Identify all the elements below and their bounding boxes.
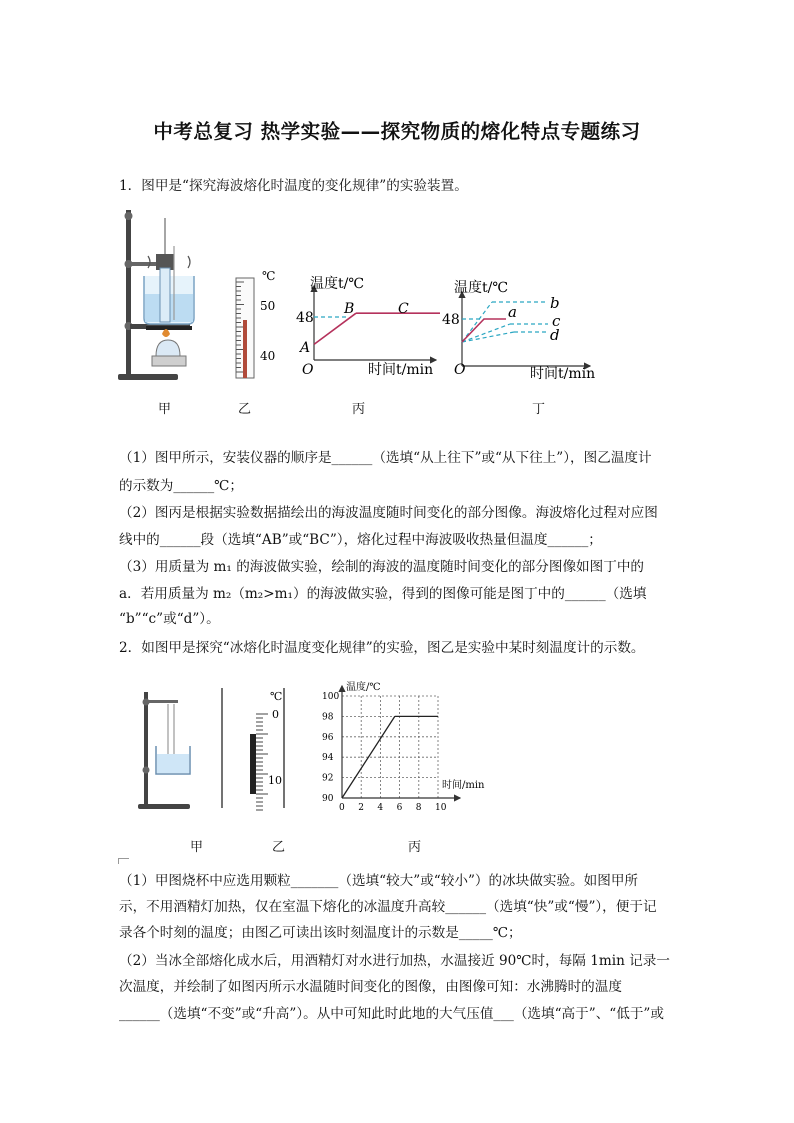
q2-label-yi: 乙 — [272, 840, 286, 855]
curve-d-label: d — [550, 326, 560, 344]
q1-part1-line1: （1）图甲所示，安装仪器的顺序是______（选填“从上往下”或“从下往上”），图乙温度计 — [119, 450, 652, 466]
q1c-origin: O — [302, 362, 314, 378]
margin-mark — [118, 858, 129, 864]
y-tick-label: 94 — [322, 753, 334, 764]
q2-part1-line2: 示，不用酒精灯加热，仅在室温下熔化的冰温度升高较______（选填“快”或“慢”），便于记 — [119, 899, 657, 915]
q2-intro: 2．如图甲是探究“冰熔化时温度变化规律”的实验，图乙是实验中某时刻温度计的示数。 — [119, 640, 645, 656]
page-title: 中考总复习 热学实验——探究物质的熔化特点专题练习 — [153, 120, 641, 143]
q1-part3-line1: （3）用质量为 m₁ 的海波做实验，绘制的海波的温度随时间变化的部分图像如图丁中的 — [119, 559, 645, 575]
q2-label-bing: 丙 — [408, 840, 422, 855]
q1-label-yi: 乙 — [238, 402, 252, 417]
y-tick-label: 96 — [322, 732, 334, 743]
q2-graph — [320, 676, 492, 816]
q2-label-jia: 甲 — [190, 840, 204, 855]
q2-part2-line2: 次温度，并绘制了如图丙所示水温随时间变化的图像，由图像可知：水沸腾时的温度 — [119, 979, 622, 995]
q1-graph-c — [296, 270, 441, 380]
q1d-origin: O — [454, 362, 466, 378]
y-tick-label: 98 — [322, 712, 334, 723]
q1-part3-line3: “b”“c”或“d”）。 — [119, 611, 220, 627]
q1d-tick48: 48 — [442, 312, 460, 328]
x-tick-label: 2 — [358, 803, 364, 813]
q1-label-ding: 丁 — [532, 402, 546, 417]
q2-part1-line1: （1）甲图烧杯中应选用颗粒_______（选填“较大”或“较小”）的冰块做实验。如图甲所 — [119, 873, 639, 889]
q1-part3-line2: a．若用质量为 m₂（m₂>m₁）的海波做实验，得到的图像可能是图丁中的______（选填 — [119, 586, 647, 602]
q1c-tick48: 48 — [296, 310, 314, 326]
point-b-label: B — [344, 301, 355, 317]
x-tick-label: 4 — [377, 803, 384, 813]
q2-apparatus-figure — [134, 688, 204, 812]
curve-c-label: c — [552, 312, 561, 330]
y-tick-label: 90 — [322, 794, 334, 804]
q1-label-jia: 甲 — [158, 402, 172, 417]
q1-part1-line2: 的示数为______℃； — [119, 478, 243, 494]
y-tick-label: 100 — [322, 692, 340, 702]
q1-thermo-unit: ℃ — [262, 270, 276, 283]
q1-thermo-tick-40: 40 — [260, 349, 276, 363]
q1-apparatus-figure — [118, 206, 200, 386]
q2-part1-line3: 录各个时刻的温度；由图乙可读出该时刻温度计的示数是_____℃； — [119, 925, 522, 941]
melting-curve-segment — [314, 313, 356, 344]
q1c-ylabel: 温度t/℃ — [310, 276, 365, 292]
x-tick-label: 8 — [415, 803, 422, 813]
q1d-xlabel: 时间t/min — [530, 366, 596, 382]
q2-part2-line1: （2）当冰全部熔化成水后，用酒精灯对水进行加热，水温接近 90℃时，每隔 1min 记录一 — [119, 953, 670, 969]
curve-a-label: a — [508, 303, 517, 321]
q2-ylabel: 温度/℃ — [346, 682, 381, 693]
q2-part2-line3: ______（选填“不变”或“升高”）。从中可知此时此地的大气压值___（选填“高于”、“低于”或 — [119, 1006, 664, 1022]
q1-graph-d — [440, 272, 605, 382]
curve-c-rise — [462, 324, 510, 342]
point-a-label: A — [300, 340, 311, 356]
q2-xlabel: 时间/min — [442, 780, 485, 791]
x-tick-label: 6 — [396, 803, 403, 813]
q1-part2-line2: 线中的______段（选填“AB”或“BC”），熔化过程中海波吸收热量但温度______； — [119, 532, 602, 548]
y-tick-label: 92 — [322, 773, 334, 784]
curve-b-label: b — [550, 294, 560, 312]
point-c-label: C — [398, 301, 409, 317]
x-tick-label: 0 — [339, 803, 345, 813]
x-tick-label: 10 — [435, 803, 447, 813]
q1-part2-line1: （2）图丙是根据实验数据描绘出的海波温度随时间变化的部分图像。海波熔化过程对应图 — [119, 505, 658, 521]
q1d-ylabel: 温度t/℃ — [454, 280, 509, 296]
q1-label-bing: 丙 — [352, 402, 366, 417]
curve-a-rise — [462, 319, 484, 342]
q1-thermometer-figure — [222, 270, 284, 380]
q2-thermo-unit: ℃ — [270, 690, 283, 703]
q2-thermometer-figure — [218, 684, 292, 814]
q1-thermo-tick-50: 50 — [260, 299, 276, 313]
q2-thermo-tick-10: 10 — [268, 774, 282, 787]
q2-thermo-tick-0: 0 — [272, 708, 279, 721]
q1c-xlabel: 时间t/min — [368, 362, 434, 378]
q1-intro: 1．图甲是“探究海波熔化时温度的变化规律”的实验装置。 — [119, 178, 468, 194]
